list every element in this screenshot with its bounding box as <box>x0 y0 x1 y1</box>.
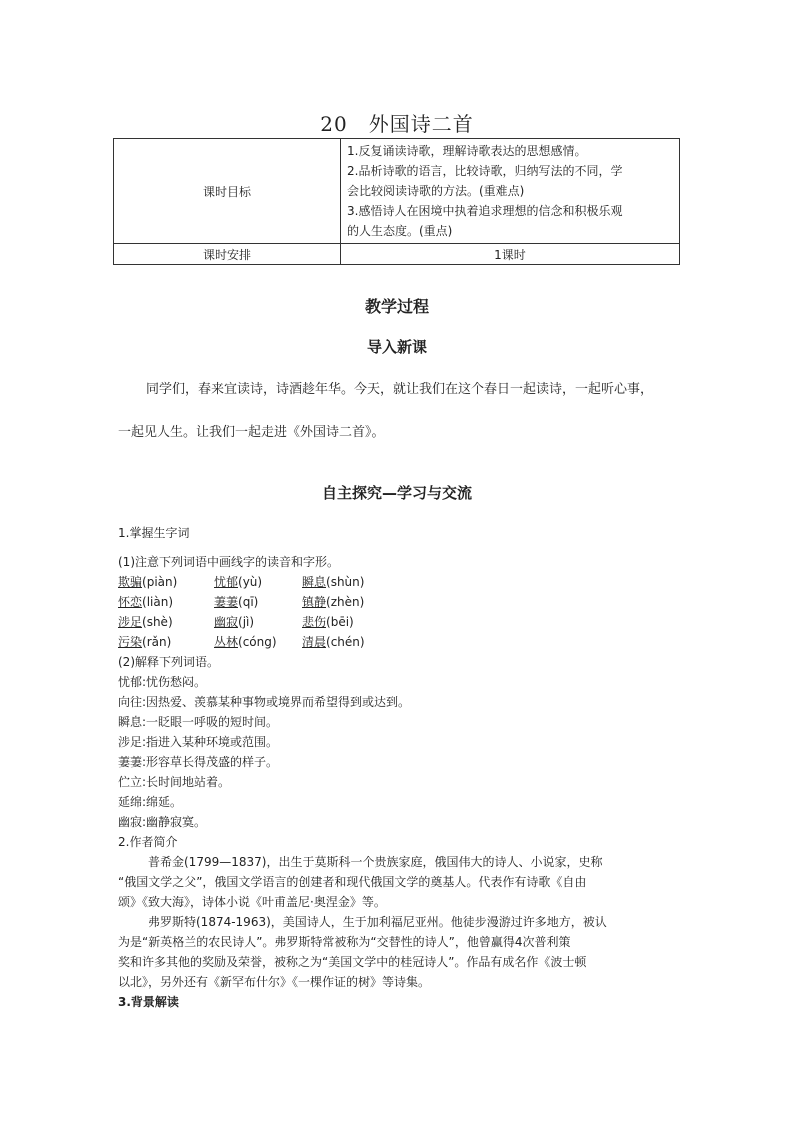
pron-pinyin: (shè) <box>142 615 173 629</box>
section-1-title: 1.掌握生字词 <box>118 526 190 540</box>
pron-pinyin: (bēi) <box>326 615 354 629</box>
definition: 向往:因热爱、羡慕某种事物或境界而希望得到或达到。 <box>118 695 411 709</box>
definition: 瞬息:一眨眼一呼吸的短时间。 <box>118 715 279 729</box>
lesson-title: 20 外国诗二首 <box>320 112 474 136</box>
author-line: 普希金(1799—1837)，出生于莫斯科一个贵族家庭，俄国伟大的诗人、小说家，史称 <box>148 855 603 869</box>
goal-line: 会比较阅读诗歌的方法。(重难点) <box>347 184 525 198</box>
pron-row <box>118 632 688 652</box>
definition: 伫立:长时间地站着。 <box>118 775 231 789</box>
section-3-title: 3.背景解读 <box>118 995 179 1009</box>
pron-pinyin: (jì) <box>238 615 255 629</box>
intro-heading: 导入新课 <box>366 338 427 356</box>
pron-item <box>302 572 364 592</box>
section-2-title: 2.作者简介 <box>118 835 178 849</box>
pron-row <box>118 612 688 632</box>
author-line: 颂》《致大海》，诗体小说《叶甫盖尼·奥涅金》等。 <box>118 895 386 909</box>
pron-pinyin: (qī) <box>238 595 259 609</box>
def-heading: (2)解释下列词语。 <box>118 655 219 669</box>
author-line: 奖和许多其他的奖励及荣誉，被称之为“美国文学中的桂冠诗人”。作品有成名作《波士顿 <box>118 955 587 969</box>
definition: 萋萋:形容草长得茂盛的样子。 <box>118 755 279 769</box>
pron-item <box>214 632 302 652</box>
lesson-goal-table <box>113 138 680 265</box>
pron-word: 丛林 <box>214 635 239 649</box>
pron-item <box>118 572 214 592</box>
pron-pinyin: (rǎn) <box>142 635 172 649</box>
goal-content <box>341 139 680 244</box>
pron-word: 涉足 <box>118 615 143 629</box>
pron-item <box>118 632 214 652</box>
pron-pinyin: (liàn) <box>142 595 174 609</box>
explore-heading: 自主探究—学习与交流 <box>321 484 472 502</box>
goal-line: 的人生态度。(重点) <box>347 224 453 238</box>
schedule-row <box>114 244 680 265</box>
pron-word: 欺骗 <box>118 575 143 589</box>
pron-word: 镇静 <box>302 595 327 609</box>
pron-item <box>302 592 364 612</box>
pron-pinyin: (yù) <box>238 575 263 589</box>
pron-item <box>118 612 214 632</box>
goal-line: 2.品析诗歌的语言，比较诗歌，归纳写法的不同，学 <box>347 164 623 178</box>
pron-pinyin: (chén) <box>326 635 365 649</box>
pron-row <box>118 592 688 612</box>
goal-line: 3.感悟诗人在困境中执着追求理想的信念和积极乐观 <box>347 204 623 218</box>
pron-word: 清晨 <box>302 635 327 649</box>
schedule-label: 课时安排 <box>114 244 341 265</box>
author-line: 以北》，另外还有《新罕布什尔》《一棵作证的树》等诗集。 <box>118 975 431 989</box>
definition: 涉足:指进入某种环境或范围。 <box>118 735 279 749</box>
pron-item <box>302 632 365 652</box>
author-line: 为是“新英格兰的农民诗人”。弗罗斯特常被称为“交替性的诗人”，他曾赢得4次普利策 <box>118 935 571 949</box>
goal-label: 课时目标 <box>114 139 341 244</box>
pron-item <box>302 612 354 632</box>
definition: 延绵:绵延。 <box>118 795 183 809</box>
pron-word: 瞬息 <box>302 575 327 589</box>
pron-row <box>118 572 688 592</box>
pron-item <box>214 612 302 632</box>
pron-pinyin: (piàn) <box>142 575 178 589</box>
definition: 幽寂:幽静寂寞。 <box>118 815 207 829</box>
pron-item <box>118 592 214 612</box>
pron-word: 幽寂 <box>214 615 239 629</box>
goal-row <box>114 139 680 244</box>
pron-word: 悲伤 <box>302 615 327 629</box>
pron-item <box>214 572 302 592</box>
pron-word: 怀恋 <box>118 595 143 609</box>
pron-word: 萋萋 <box>214 595 239 609</box>
pron-heading: (1)注意下列词语中画线字的读音和字形。 <box>118 555 339 569</box>
pron-word: 污染 <box>118 635 143 649</box>
schedule-value: 1课时 <box>341 244 680 265</box>
process-heading: 教学过程 <box>364 297 429 316</box>
vocab-block <box>118 552 688 1012</box>
pron-pinyin: (cóng) <box>238 635 277 649</box>
goal-line: 1.反复诵读诗歌，理解诗歌表达的思想感情。 <box>347 144 587 158</box>
pron-item <box>214 592 302 612</box>
author-line: 弗罗斯特(1874-1963)，美国诗人，生于加利福尼亚州。他徒步漫游过许多地方，被认 <box>148 915 607 929</box>
pron-pinyin: (zhèn) <box>326 595 365 609</box>
definition: 忧郁:忧伤愁闷。 <box>118 675 207 689</box>
intro-line-2: 一起见人生。让我们一起走进《外国诗二首》。 <box>118 425 385 440</box>
pron-pinyin: (shùn) <box>326 575 365 589</box>
author-line: “俄国文学之父”，俄国文学语言的创建者和现代俄国文学的奠基人。代表作有诗歌《自由 <box>118 875 587 889</box>
intro-line-1: 同学们，春来宜读诗，诗酒趁年华。今天，就让我们在这个春日一起读诗，一起听心事， <box>146 382 654 397</box>
pron-word: 忧郁 <box>214 575 239 589</box>
